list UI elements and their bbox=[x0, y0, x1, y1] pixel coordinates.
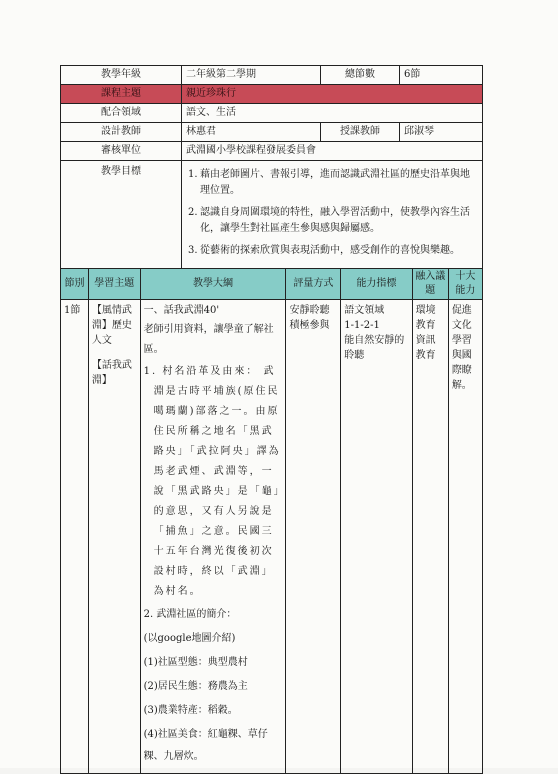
goals-list bbox=[182, 161, 483, 272]
outline-list-item: (2)居民生態：務農為主 bbox=[143, 681, 248, 692]
review-label: 審核單位 bbox=[61, 142, 182, 161]
topic-history: 【風情武淵】歷史人文 bbox=[91, 305, 132, 346]
header-issues: 融入議題 bbox=[412, 269, 448, 300]
outline-list-item: (1)社區型態：典型農村 bbox=[143, 657, 248, 668]
total-sessions-label: 總節數 bbox=[321, 66, 400, 85]
header-topic: 學習主題 bbox=[88, 269, 140, 300]
outline-point-2: 2. 武淵社區的簡介： bbox=[143, 609, 237, 620]
outline-point-2a: (以google地圖介紹) bbox=[143, 633, 236, 644]
lesson-plan-table bbox=[60, 268, 483, 774]
theme-label: 課程主題 bbox=[61, 85, 182, 104]
section-cell: 1節 bbox=[61, 300, 89, 774]
header-outline: 教學大綱 bbox=[140, 269, 286, 300]
issues-cell: 環境教育資訊教育 bbox=[412, 300, 448, 774]
domain-label: 配合領域 bbox=[61, 104, 182, 123]
ability-cell: 促進文化學習與國際瞭解。 bbox=[448, 300, 482, 774]
assessment-cell: 安靜聆聽積極參與 bbox=[286, 300, 341, 774]
designer-value: 林惠君 bbox=[182, 123, 321, 142]
indicator-domain: 語文領域 bbox=[344, 305, 385, 316]
goals-label: 教學目標 bbox=[61, 161, 182, 272]
goal-item: 3. 從藝術的探索欣賞與表現活動中，感受創作的喜悅與樂趣。 bbox=[188, 245, 460, 256]
outline-list-item: (3)農業特產：稻穀。 bbox=[143, 705, 238, 716]
indicator-text: 能自然安靜的聆聽 bbox=[344, 335, 405, 361]
teacher-label: 授課教師 bbox=[321, 123, 400, 142]
grade-label: 教學年級 bbox=[61, 66, 182, 85]
goal-item: 1. 藉由老師圖片、書報引導，進而認識武淵社區的歷史沿革與地理位置。 bbox=[188, 169, 470, 196]
review-value: 武淵國小學校課程發展委員會 bbox=[182, 142, 483, 161]
outline-title: 一、話我武淵40' bbox=[143, 305, 220, 316]
header-indicator: 能力指標 bbox=[341, 269, 412, 300]
topic-talk: 【話我武淵】 bbox=[91, 360, 132, 386]
header-assessment: 評量方式 bbox=[286, 269, 341, 300]
outline-cell bbox=[140, 300, 286, 774]
teacher-value: 邱淑琴 bbox=[400, 123, 483, 142]
total-sessions-value: 6節 bbox=[400, 66, 483, 85]
header-ability: 十大能力 bbox=[448, 269, 482, 300]
designer-label: 設計教師 bbox=[61, 123, 182, 142]
indicator-code: 1-1-2-1 bbox=[344, 320, 380, 331]
topic-cell bbox=[88, 300, 140, 774]
goal-item: 2. 認識自身周圍環境的特性，融入學習活動中，使教學內容生活化，讓學生對社區產生參與感與歸屬感。 bbox=[188, 207, 470, 234]
theme-value: 親近珍珠行 bbox=[182, 85, 483, 104]
header-section: 節別 bbox=[61, 269, 89, 300]
grade-value: 二年級第二學期 bbox=[182, 66, 321, 85]
outline-point-1: 1. 村名沿革及由來： 武淵是古時平埔族(原住民噶瑪蘭)部落之一。由原住民所稱之地名「黑武路央」「武拉阿央」譯為馬老武煙、武淵等，一說「黑武路央」是「龜」的意思，又有人另說是「捕魚」之意。民國三十五年台灣光復後初次設村時，終以「武淵」為村名。 bbox=[143, 366, 281, 597]
outline-list-item: (4)社區美食：紅龜粿、草仔粿、九層炊。 bbox=[143, 729, 268, 762]
outline-intro: 老師引用資料，讓學童了解社區。 bbox=[143, 324, 274, 355]
domain-value: 語文、生活 bbox=[182, 104, 483, 123]
course-info-table bbox=[60, 65, 483, 272]
indicator-cell bbox=[341, 300, 412, 774]
